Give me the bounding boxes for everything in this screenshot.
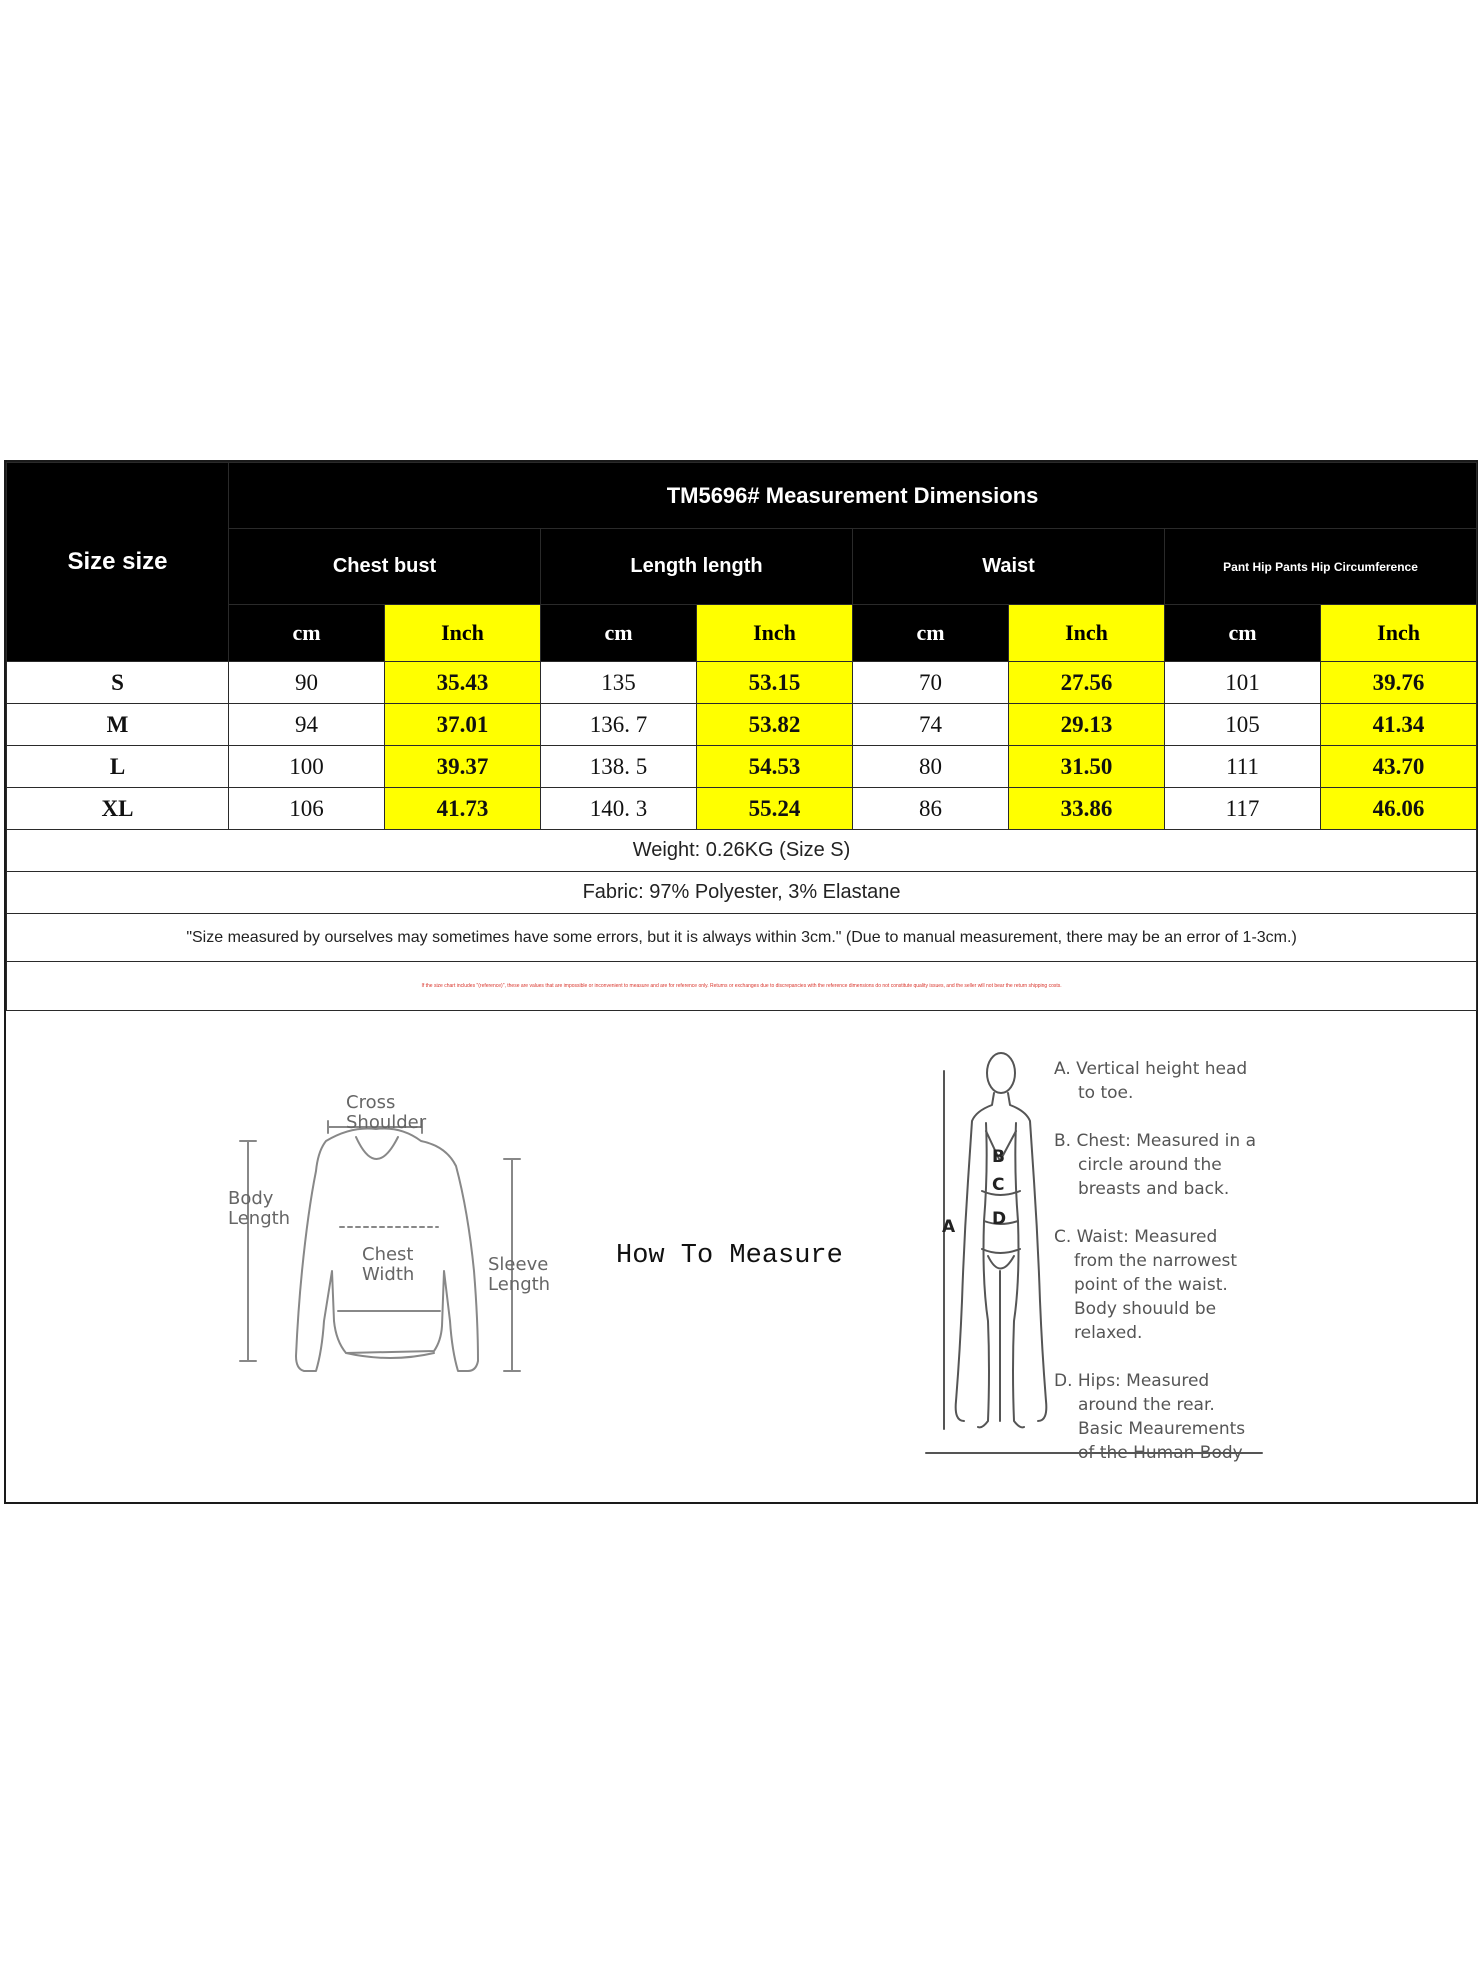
table-cell: 33.86 xyxy=(1009,788,1165,830)
table-cell: 135 xyxy=(541,662,697,704)
table-title: TM5696# Measurement Dimensions xyxy=(229,463,1477,529)
table-cell: 41.73 xyxy=(385,788,541,830)
group-header-hip: Pant Hip Pants Hip Circumference xyxy=(1165,529,1477,605)
letter-b: B xyxy=(992,1147,1005,1167)
table-cell: 53.82 xyxy=(697,704,853,746)
unit-header: cm xyxy=(229,605,385,662)
body-length-label: Body Length xyxy=(228,1188,291,1229)
size-cell: S xyxy=(7,662,229,704)
group-header-waist: Waist xyxy=(853,529,1165,605)
table-cell: 54.53 xyxy=(697,746,853,788)
size-cell: M xyxy=(7,704,229,746)
table-cell: 39.37 xyxy=(385,746,541,788)
table-row xyxy=(7,662,1477,704)
table-cell: 80 xyxy=(853,746,1009,788)
sleeve-length-label: Sleeve Length xyxy=(488,1254,551,1295)
how-to-measure-title: How To Measure xyxy=(616,1241,843,1271)
table-cell: 37.01 xyxy=(385,704,541,746)
how-to-measure-section xyxy=(6,1011,1476,1495)
table-cell: 74 xyxy=(853,704,1009,746)
table-cell: 29.13 xyxy=(1009,704,1165,746)
table-cell: 35.43 xyxy=(385,662,541,704)
measurement-note: "Size measured by ourselves may sometimes have some errors, but it is always within 3cm." (Due to manual measurement, there may be an error of 1-3cm.) xyxy=(7,914,1477,962)
table-cell: 86 xyxy=(853,788,1009,830)
note-a: A. Vertical height head to toe. xyxy=(1054,1059,1248,1103)
table-cell: 39.76 xyxy=(1321,662,1477,704)
table-cell: 55.24 xyxy=(697,788,853,830)
table-cell: 53.15 xyxy=(697,662,853,704)
table-cell: 111 xyxy=(1165,746,1321,788)
table-cell: 101 xyxy=(1165,662,1321,704)
note-b: B. Chest: Measured in a circle around the breasts and back. xyxy=(1054,1131,1256,1199)
chest-width-label: Chest Width xyxy=(362,1244,415,1285)
table-cell: 43.70 xyxy=(1321,746,1477,788)
table-cell: 105 xyxy=(1165,704,1321,746)
table-row xyxy=(7,704,1477,746)
unit-header: cm xyxy=(1165,605,1321,662)
group-header-chest: Chest bust xyxy=(229,529,541,605)
table-cell: 70 xyxy=(853,662,1009,704)
table-cell: 41.34 xyxy=(1321,704,1477,746)
fabric-info: Fabric: 97% Polyester, 3% Elastane xyxy=(7,872,1477,914)
table-cell: 46.06 xyxy=(1321,788,1477,830)
table-cell: 117 xyxy=(1165,788,1321,830)
table-cell: 31.50 xyxy=(1009,746,1165,788)
size-chart-sheet xyxy=(4,460,1478,1504)
unit-header: Inch xyxy=(1321,605,1477,662)
letter-c: C xyxy=(992,1175,1005,1195)
unit-header: cm xyxy=(853,605,1009,662)
letter-d: D xyxy=(992,1209,1007,1229)
unit-header: cm xyxy=(541,605,697,662)
reference-fine-print: If the size chart includes "(reference)", these are values that are impossible or inconvenient to measure and are for reference only. Returns or exchanges due to discrepancies with the reference dimensions do not constitute quality issues, and the seller will not bear the return shipping costs. xyxy=(7,962,1477,1011)
note-c: C. Waist: Measured from the narrowest point of the waist. Body shouuld be relaxed. xyxy=(1054,1227,1238,1343)
letter-a: A xyxy=(942,1217,956,1237)
unit-header: Inch xyxy=(697,605,853,662)
table-cell: 106 xyxy=(229,788,385,830)
size-table xyxy=(6,462,1477,1011)
size-cell: XL xyxy=(7,788,229,830)
table-cell: 27.56 xyxy=(1009,662,1165,704)
table-cell: 94 xyxy=(229,704,385,746)
cross-shoulder-label: Cross Shoulder xyxy=(346,1092,427,1133)
group-header-length: Length length xyxy=(541,529,853,605)
table-cell: 136. 7 xyxy=(541,704,697,746)
unit-header: Inch xyxy=(385,605,541,662)
table-row xyxy=(7,746,1477,788)
size-column-header: Size size xyxy=(7,463,229,662)
unit-header: Inch xyxy=(1009,605,1165,662)
table-cell: 90 xyxy=(229,662,385,704)
table-cell: 138. 5 xyxy=(541,746,697,788)
table-cell: 140. 3 xyxy=(541,788,697,830)
table-cell: 100 xyxy=(229,746,385,788)
table-row xyxy=(7,788,1477,830)
weight-info: Weight: 0.26KG (Size S) xyxy=(7,830,1477,872)
note-d: D. Hips: Measured around the rear. Basic Meaurements of the Human Body xyxy=(1054,1371,1246,1463)
size-cell: L xyxy=(7,746,229,788)
